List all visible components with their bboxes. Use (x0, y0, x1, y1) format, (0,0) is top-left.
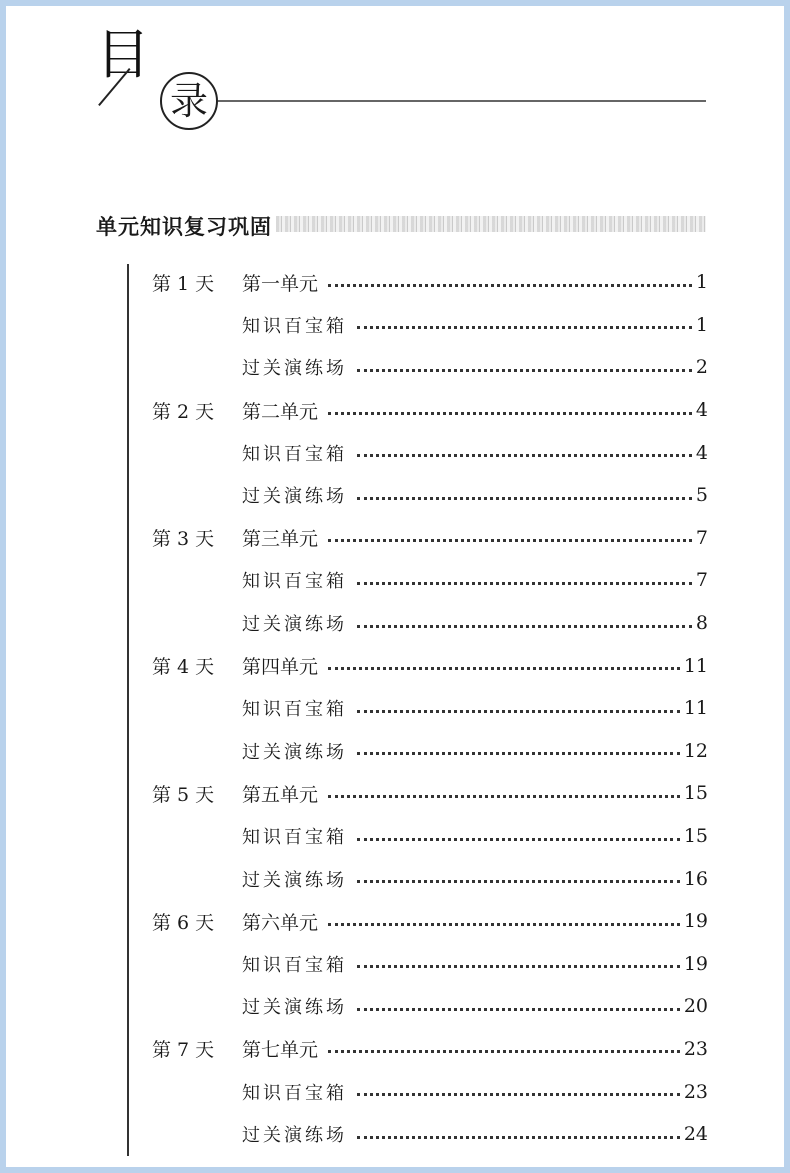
toc-page-number: 12 (683, 739, 708, 762)
toc-sub-title: 知识百宝箱 (242, 699, 347, 721)
toc-page-number: 1 (695, 313, 708, 336)
toc-page-number: 20 (683, 995, 708, 1018)
toc-page-number: 1 (695, 271, 708, 294)
toc-page-number: 2 (695, 356, 708, 379)
toc-dot-leader (357, 838, 680, 841)
toc-unit-row[interactable] (152, 772, 708, 815)
toc-page-number: 23 (683, 1037, 708, 1060)
toc-sub-title: 过关演练场 (242, 1125, 347, 1147)
toc-sub-title: 过关演练场 (242, 358, 347, 380)
toc-dot-leader (328, 412, 692, 415)
toc-dot-leader (357, 582, 692, 585)
toc-dot-leader (357, 326, 692, 329)
toc-unit-title: 第五单元 (242, 783, 319, 806)
toc-unit-title: 第四单元 (242, 656, 319, 679)
toc-dot-leader (357, 965, 680, 968)
toc-unit-row[interactable] (152, 261, 708, 304)
toc-page-number: 23 (683, 1080, 708, 1103)
title-second-char: 录 (169, 79, 208, 123)
toc-unit-title: 第三单元 (242, 528, 319, 551)
toc-page-number: 4 (695, 441, 708, 464)
toc-unit-row[interactable] (152, 389, 708, 432)
toc-unit-title: 第六单元 (242, 911, 319, 934)
toc-page-number: 16 (683, 867, 708, 890)
toc-sub-row[interactable] (152, 559, 708, 602)
section-decor-bar (276, 216, 706, 232)
toc-sub-row[interactable] (152, 431, 708, 474)
toc-sub-title: 知识百宝箱 (242, 1082, 347, 1104)
toc-sub-title: 过关演练场 (242, 741, 347, 763)
toc-sub-row[interactable] (152, 943, 708, 986)
toc-unit-row[interactable] (152, 644, 708, 687)
toc-dot-leader (357, 1093, 680, 1096)
toc-page-number: 15 (683, 782, 708, 805)
toc-sub-title: 过关演练场 (242, 614, 347, 636)
toc-dot-leader (357, 1008, 680, 1011)
toc-sub-row[interactable] (152, 602, 708, 645)
toc-day-label: 第 1 天 (152, 272, 215, 295)
toc-unit-title: 第七单元 (242, 1039, 319, 1062)
title-circle (160, 72, 218, 130)
toc-unit-title: 第二单元 (242, 400, 319, 423)
toc-day-label: 第 6 天 (152, 911, 215, 934)
toc-sub-row[interactable] (152, 1113, 708, 1156)
toc-sub-row[interactable] (152, 985, 708, 1028)
toc-dot-leader (357, 369, 692, 372)
toc-sub-title: 知识百宝箱 (242, 443, 347, 465)
toc-bracket-line (127, 264, 129, 1156)
toc-page-number: 5 (695, 484, 708, 507)
toc-sub-row[interactable] (152, 857, 708, 900)
toc-sub-title: 知识百宝箱 (242, 571, 347, 593)
toc-dot-leader (357, 710, 680, 713)
toc-sub-row[interactable] (152, 474, 708, 517)
toc-list (152, 261, 708, 1155)
toc-dot-leader (357, 752, 680, 755)
toc-day-label: 第 5 天 (152, 783, 215, 806)
toc-sub-row[interactable] (152, 730, 708, 773)
toc-dot-leader (328, 539, 692, 542)
toc-page-number: 15 (683, 825, 708, 848)
toc-dot-leader (357, 1136, 680, 1139)
toc-sub-row[interactable] (152, 815, 708, 858)
toc-day-label: 第 4 天 (152, 656, 215, 679)
toc-sub-row[interactable] (152, 1070, 708, 1113)
toc-page-number: 7 (695, 526, 708, 549)
toc-sub-title: 过关演练场 (242, 486, 347, 508)
toc-sub-row[interactable] (152, 346, 708, 389)
toc-page-number: 7 (695, 569, 708, 592)
toc-dot-leader (328, 284, 692, 287)
toc-dot-leader (357, 625, 692, 628)
toc-dot-leader (357, 454, 692, 457)
toc-unit-row[interactable] (152, 517, 708, 560)
toc-dot-leader (328, 795, 680, 798)
title-rule (218, 100, 706, 102)
toc-page-number: 11 (683, 697, 708, 720)
toc-page-number: 11 (683, 654, 708, 677)
toc-day-label: 第 3 天 (152, 528, 215, 551)
toc-sub-title: 知识百宝箱 (242, 954, 347, 976)
toc-sub-row[interactable] (152, 687, 708, 730)
toc-unit-row[interactable] (152, 900, 708, 943)
toc-unit-title: 第一单元 (242, 272, 319, 295)
toc-day-label: 第 2 天 (152, 400, 215, 423)
toc-dot-leader (328, 923, 680, 926)
toc-page-number: 19 (683, 952, 708, 975)
toc-unit-row[interactable] (152, 1028, 708, 1071)
toc-dot-leader (328, 667, 680, 670)
toc-page-number: 19 (683, 910, 708, 933)
toc-dot-leader (357, 497, 692, 500)
toc-day-label: 第 7 天 (152, 1039, 215, 1062)
title-first-char: 目 (96, 23, 150, 86)
toc-page-number: 24 (683, 1123, 708, 1146)
toc-sub-title: 过关演练场 (242, 997, 347, 1019)
toc-page-number: 8 (695, 612, 708, 635)
section-title: 单元知识复习巩固 (96, 215, 272, 239)
toc-sub-title: 知识百宝箱 (242, 315, 347, 337)
toc-page-number: 4 (695, 399, 708, 422)
toc-dot-leader (357, 880, 680, 883)
toc-sub-row[interactable] (152, 304, 708, 347)
toc-sub-title: 知识百宝箱 (242, 827, 347, 849)
toc-dot-leader (328, 1050, 680, 1053)
toc-sub-title: 过关演练场 (242, 869, 347, 891)
